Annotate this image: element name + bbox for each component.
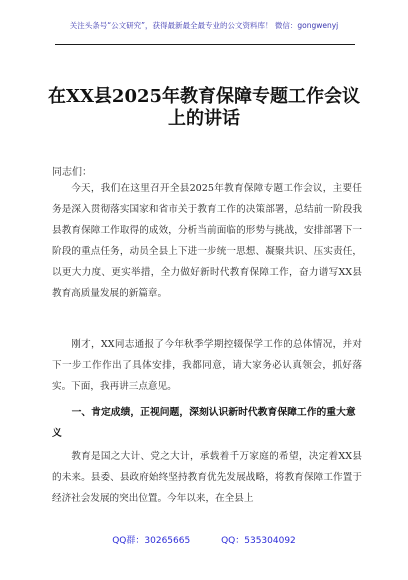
section-heading: 一、肯定成绩，正视问题，深刻认识新时代教育保障工作的重大意义	[52, 407, 356, 439]
footer-contact	[0, 533, 408, 546]
header-divider	[55, 44, 355, 45]
footer-qq: QQ：535304092	[221, 536, 296, 546]
paragraph-intro: 今天，我们在这里召开全县2025年教育保障专题工作会议，主要任务是深入贯彻落实国家和省市关于教育工作的决策部署，总结前一阶段我县教育保障工作取得的成效，分析当前面临的形势与挑战，安排部署下一阶段的重点任务，动员全县上下进一步统一思想、凝聚共识、压实责任，以更大力度、更实举措，全力做好新时代教育保障工作，奋力谱写XX县教育高质量发展的新篇章。	[52, 183, 362, 299]
paragraph-section-1: 教育是国之大计、党之大计，承载着千万家庭的希望，决定着XX县的未来。县委、县政府始终坚持教育优先发展战略，将教育保障工作置于经济社会发展的突出位置。今年以来，在全县上	[52, 451, 362, 504]
paragraph-remarks: 刚才，XX同志通报了今年秋季学期控辍保学工作的总体情况，并对下一步工作作出了具体安排，我都同意，请大家务必认真领会，抓好落实。下面，我再讲三点意见。	[52, 339, 362, 392]
header-note: 关注头条号“公文研究”，获得最新最全最专业的公文资料库！ 微信：gongwenyj	[69, 21, 339, 30]
footer-qq-group: QQ群：30265665	[112, 536, 191, 546]
salutation: 同志们：	[52, 167, 92, 178]
document-title: 在XX县2025年教育保障专题工作会议上的讲话	[47, 86, 361, 129]
